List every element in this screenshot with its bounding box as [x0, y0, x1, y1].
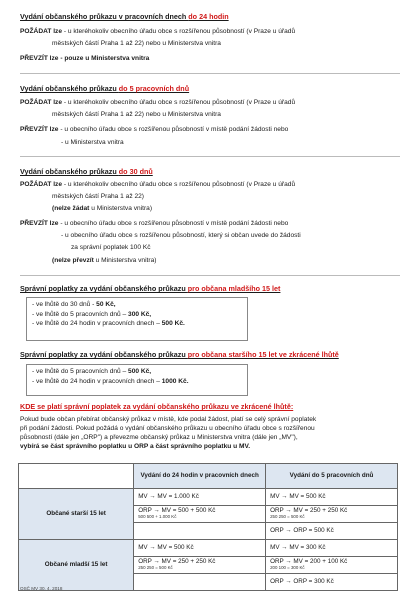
row-head-older: Občané starší 15 let — [19, 489, 134, 540]
section-5d-prevzit-line2: - u Ministerstva vnitra — [61, 139, 124, 146]
section-24h-pozadat-line2: městských částí Praha 1 až 22) nebo u Ministerstva vnitra — [52, 40, 221, 47]
table-row — [19, 489, 398, 506]
table-cell: ORP → MV = 250 + 250 Kč 250 250 = 500 Kč — [134, 557, 266, 574]
fees-old-title: Správní poplatky za vydání občanského průkazu pro občana staršího 15 let ve zkrácené lhůtě — [20, 350, 339, 359]
divider — [20, 156, 400, 157]
section-5d-prevzit-line1: PŘEVZÍT lze - u obecního úřadu obce s rozšířenou působností v místě podání žádosti nebo — [20, 126, 289, 133]
section-5d-pozadat-line1: POŽÁDAT lze - u kteréhokoliv obecního úřadu obce s rozšířenou působností (v Praze u úřadů — [20, 99, 296, 106]
where-paid-title: KDE se platí správní poplatek za vydání občanského průkazu ve zkrácené lhůtě: — [20, 402, 294, 411]
fee-item: - ve lhůtě do 30 dnů - 50 Kč, — [32, 301, 116, 308]
table-cell-empty — [134, 574, 266, 591]
table-cell: ORP → MV = 250 + 250 Kč 250 250 = 500 Kč — [266, 506, 398, 523]
section-30d-pozadat-line2: městských částí Praha 1 až 22) — [52, 193, 144, 200]
section-24h-prevzit: PŘEVZÍT lze - pouze u Ministerstva vnitra — [20, 55, 150, 62]
table-header-row — [19, 464, 398, 489]
section-title-24h: Vydání občanského průkazu v pracovních dnech do 24 hodin — [20, 12, 229, 21]
section-30d-prevzit-line3: za správní poplatek 100 Kč — [71, 244, 151, 251]
section-24h-pozadat-line1: POŽÁDAT lze - u kteréhokoliv obecního úřadu obce s rozšířenou působností (v Praze u úřadů — [20, 28, 296, 35]
where-paid-line3: působností (dále jen „ORP") a převezme občanský průkaz u Ministerstva vnitra (dále jen „MV"), — [20, 434, 298, 441]
table-cell: MV → MV = 500 Kč — [266, 489, 398, 506]
table-cell: ORP → MV = 200 + 100 Kč 200 100 = 300 Kč — [266, 557, 398, 574]
divider — [20, 275, 400, 276]
table-cell-empty — [134, 523, 266, 540]
section-5d-pozadat-line2: městských částí Praha 1 až 22) nebo u Ministerstva vnitra — [52, 111, 221, 118]
table-cell: ORP → MV = 500 + 500 Kč 500 500 + 1.000 Kč — [134, 506, 266, 523]
fee-item: - ve lhůtě do 5 pracovních dnů – 500 Kč, — [32, 368, 152, 375]
fees-young-list — [26, 297, 248, 341]
fees-young-title: Správní poplatky za vydání občanského průkazu pro občana mladšího 15 let — [20, 284, 281, 293]
section-30d-prevzit-line1: PŘEVZÍT lze - u obecního úřadu obce s rozšířenou působností v místě podání žádosti nebo — [20, 220, 289, 227]
footer-note: OSČ MV 30. 4. 2018 — [20, 586, 63, 591]
row-head-younger: Občané mladší 15 let — [19, 540, 134, 591]
table-cell: MV → MV = 500 Kč — [134, 540, 266, 557]
fees-old-list — [26, 364, 248, 396]
header-5d: Vydání do 5 pracovních dnů — [266, 464, 398, 489]
where-paid-line2: při podání žádosti. Pokud požádá o vydání občanského průkazu u obecního úřadu obce s rozšířenou — [20, 425, 315, 432]
fees-table — [18, 463, 398, 591]
section-title-5d: Vydání občanského průkazu do 5 pracovních dnů — [20, 84, 190, 93]
table-row — [19, 540, 398, 557]
fee-item: - ve lhůtě do 5 pracovních dnů – 300 Kč, — [32, 310, 152, 318]
where-paid-line4: vybírá se část správního poplatku u ORP a část správního poplatku u MV. — [20, 443, 251, 450]
section-title-30d: Vydání občanského průkazu do 30 dnů — [20, 167, 153, 176]
table-cell: MV → MV = 300 Kč — [266, 540, 398, 557]
divider — [20, 73, 400, 74]
header-24h: Vydání do 24 hodin v pracovních dnech — [134, 464, 266, 489]
table-cell: ORP → ORP = 500 Kč — [266, 523, 398, 540]
table-cell: MV → MV = 1.000 Kč — [134, 489, 266, 506]
section-30d-pozadat-line3: (nelze žádat u Ministerstva vnitra) — [52, 205, 153, 212]
section-30d-pozadat-line1: POŽÁDAT lze - u kteréhokoliv obecního úřadu obce s rozšířenou působností (v Praze u úřadů — [20, 181, 296, 188]
where-paid-line1: Pokud bude občan přebírat občanský průkaz v místě, kde podal žádost, platí se celý správní poplatek — [20, 416, 317, 423]
section-30d-prevzit-line2: - u obecního úřadu obce s rozšířenou působností, který si občan uvede do žádosti — [61, 232, 301, 239]
fee-item: - ve lhůtě do 24 hodin v pracovních dnech – 1000 Kč. — [32, 377, 189, 385]
fee-item: - ve lhůtě do 24 hodin v pracovních dnech – 500 Kč. — [32, 320, 185, 328]
table-cell: ORP → ORP = 300 Kč — [266, 574, 398, 591]
table-corner-cell — [19, 464, 134, 489]
section-30d-prevzit-line4: (nelze převzít u Ministerstva vnitra) — [52, 257, 157, 264]
